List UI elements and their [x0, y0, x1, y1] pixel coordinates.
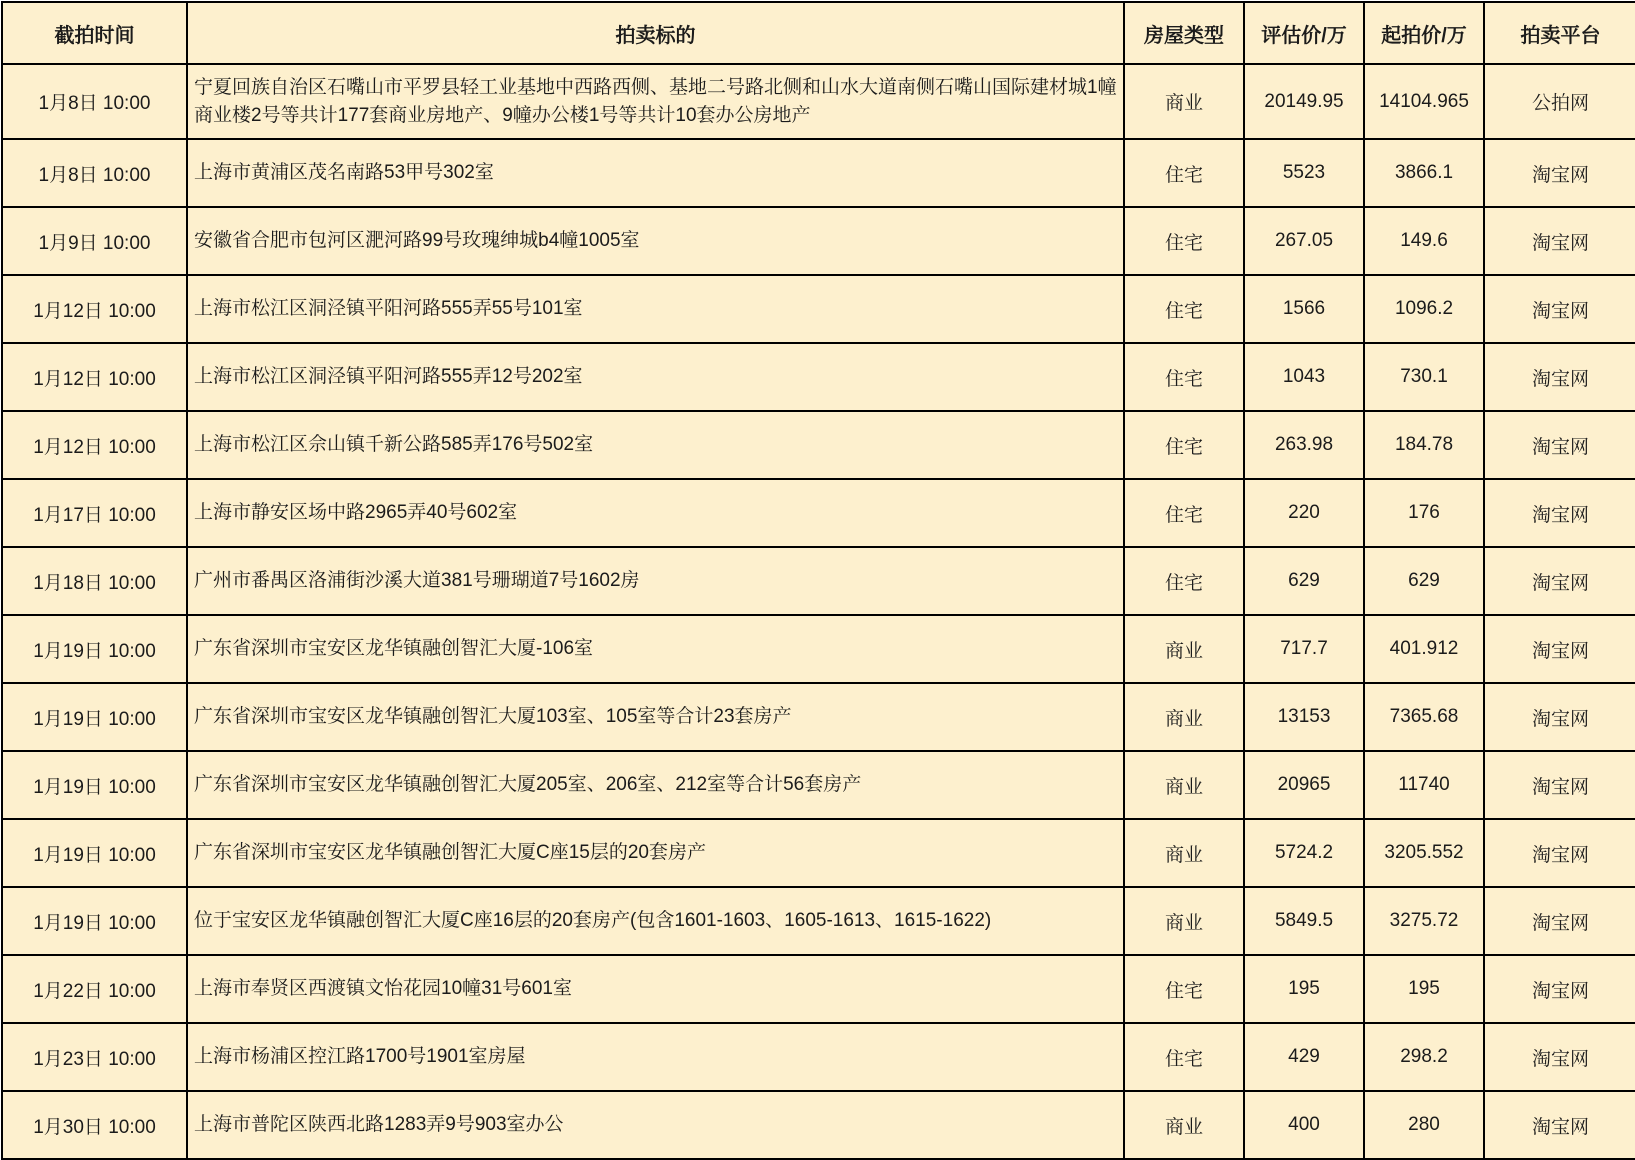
cell-deadline-time: 1月12日 10:00 [2, 411, 187, 479]
cell-starting-price: 629 [1364, 547, 1484, 615]
cell-appraisal-price: 1566 [1244, 275, 1364, 343]
cell-deadline-time: 1月19日 10:00 [2, 683, 187, 751]
cell-starting-price: 298.2 [1364, 1023, 1484, 1091]
table-row [2, 751, 1635, 819]
cell-auction-subject: 广东省深圳市宝安区龙华镇融创智汇大厦C座15层的20套房产 [187, 819, 1124, 887]
column-header-subject: 拍卖标的 [187, 2, 1124, 64]
table-row [2, 955, 1635, 1023]
cell-starting-price: 401.912 [1364, 615, 1484, 683]
cell-auction-subject: 上海市松江区洞泾镇平阳河路555弄12号202室 [187, 343, 1124, 411]
cell-house-type: 住宅 [1124, 955, 1244, 1023]
table-row [2, 275, 1635, 343]
cell-platform: 淘宝网 [1484, 343, 1635, 411]
table-row [2, 887, 1635, 955]
cell-platform: 淘宝网 [1484, 547, 1635, 615]
table-row [2, 411, 1635, 479]
cell-starting-price: 3275.72 [1364, 887, 1484, 955]
cell-deadline-time: 1月19日 10:00 [2, 887, 187, 955]
cell-house-type: 商业 [1124, 683, 1244, 751]
cell-platform: 淘宝网 [1484, 207, 1635, 275]
cell-auction-subject: 上海市松江区洞泾镇平阳河路555弄55号101室 [187, 275, 1124, 343]
cell-house-type: 住宅 [1124, 411, 1244, 479]
cell-deadline-time: 1月9日 10:00 [2, 207, 187, 275]
table-row [2, 343, 1635, 411]
cell-auction-subject: 广东省深圳市宝安区龙华镇融创智汇大厦-106室 [187, 615, 1124, 683]
cell-house-type: 住宅 [1124, 207, 1244, 275]
cell-appraisal-price: 1043 [1244, 343, 1364, 411]
cell-starting-price: 195 [1364, 955, 1484, 1023]
cell-platform: 淘宝网 [1484, 955, 1635, 1023]
cell-platform: 淘宝网 [1484, 479, 1635, 547]
cell-house-type: 商业 [1124, 819, 1244, 887]
column-header-type: 房屋类型 [1124, 2, 1244, 64]
cell-appraisal-price: 5724.2 [1244, 819, 1364, 887]
cell-house-type: 商业 [1124, 615, 1244, 683]
cell-platform: 淘宝网 [1484, 615, 1635, 683]
cell-house-type: 商业 [1124, 887, 1244, 955]
cell-platform: 淘宝网 [1484, 887, 1635, 955]
cell-deadline-time: 1月12日 10:00 [2, 275, 187, 343]
column-header-starting: 起拍价/万 [1364, 2, 1484, 64]
cell-appraisal-price: 20149.95 [1244, 64, 1364, 139]
cell-deadline-time: 1月18日 10:00 [2, 547, 187, 615]
cell-starting-price: 1096.2 [1364, 275, 1484, 343]
cell-appraisal-price: 5849.5 [1244, 887, 1364, 955]
cell-appraisal-price: 220 [1244, 479, 1364, 547]
header-row [2, 2, 1635, 64]
table-row [2, 819, 1635, 887]
cell-starting-price: 7365.68 [1364, 683, 1484, 751]
column-header-platform: 拍卖平台 [1484, 2, 1635, 64]
cell-starting-price: 3866.1 [1364, 139, 1484, 207]
cell-house-type: 商业 [1124, 64, 1244, 139]
cell-deadline-time: 1月19日 10:00 [2, 615, 187, 683]
auction-table [1, 1, 1635, 1160]
cell-deadline-time: 1月23日 10:00 [2, 1023, 187, 1091]
cell-house-type: 住宅 [1124, 547, 1244, 615]
cell-starting-price: 730.1 [1364, 343, 1484, 411]
cell-appraisal-price: 400 [1244, 1091, 1364, 1159]
cell-platform: 淘宝网 [1484, 819, 1635, 887]
cell-appraisal-price: 5523 [1244, 139, 1364, 207]
cell-auction-subject: 安徽省合肥市包河区淝河路99号玫瑰绅城b4幢1005室 [187, 207, 1124, 275]
cell-platform: 淘宝网 [1484, 1091, 1635, 1159]
cell-auction-subject: 上海市静安区场中路2965弄40号602室 [187, 479, 1124, 547]
cell-auction-subject: 上海市奉贤区西渡镇文怡花园10幢31号601室 [187, 955, 1124, 1023]
column-header-appraisal: 评估价/万 [1244, 2, 1364, 64]
cell-house-type: 住宅 [1124, 1023, 1244, 1091]
cell-deadline-time: 1月17日 10:00 [2, 479, 187, 547]
table-row [2, 1023, 1635, 1091]
cell-platform: 淘宝网 [1484, 683, 1635, 751]
cell-auction-subject: 上海市黄浦区茂名南路53甲号302室 [187, 139, 1124, 207]
table-row [2, 683, 1635, 751]
cell-auction-subject: 宁夏回族自治区石嘴山市平罗县轻工业基地中西路西侧、基地二号路北侧和山水大道南侧石嘴山国际建材城1幢商业楼2号等共计177套商业房地产、9幢办公楼1号等共计10套办公房地产 [187, 64, 1124, 139]
cell-auction-subject: 位于宝安区龙华镇融创智汇大厦C座16层的20套房产(包含1601-1603、1605-1613、1615-1622) [187, 887, 1124, 955]
cell-deadline-time: 1月8日 10:00 [2, 64, 187, 139]
cell-appraisal-price: 717.7 [1244, 615, 1364, 683]
cell-auction-subject: 广东省深圳市宝安区龙华镇融创智汇大厦103室、105室等合计23套房产 [187, 683, 1124, 751]
table-row [2, 139, 1635, 207]
cell-platform: 淘宝网 [1484, 411, 1635, 479]
cell-auction-subject: 广州市番禺区洛浦街沙溪大道381号珊瑚道7号1602房 [187, 547, 1124, 615]
cell-appraisal-price: 195 [1244, 955, 1364, 1023]
cell-house-type: 住宅 [1124, 139, 1244, 207]
cell-appraisal-price: 13153 [1244, 683, 1364, 751]
cell-platform: 淘宝网 [1484, 1023, 1635, 1091]
cell-house-type: 住宅 [1124, 479, 1244, 547]
cell-starting-price: 11740 [1364, 751, 1484, 819]
cell-auction-subject: 广东省深圳市宝安区龙华镇融创智汇大厦205室、206室、212室等合计56套房产 [187, 751, 1124, 819]
cell-house-type: 住宅 [1124, 275, 1244, 343]
column-header-deadline: 截拍时间 [2, 2, 187, 64]
cell-deadline-time: 1月30日 10:00 [2, 1091, 187, 1159]
table-row [2, 1091, 1635, 1159]
cell-auction-subject: 上海市普陀区陕西北路1283弄9号903室办公 [187, 1091, 1124, 1159]
cell-deadline-time: 1月19日 10:00 [2, 751, 187, 819]
cell-platform: 公拍网 [1484, 64, 1635, 139]
cell-starting-price: 184.78 [1364, 411, 1484, 479]
cell-deadline-time: 1月12日 10:00 [2, 343, 187, 411]
table-row [2, 479, 1635, 547]
cell-appraisal-price: 263.98 [1244, 411, 1364, 479]
cell-platform: 淘宝网 [1484, 139, 1635, 207]
cell-appraisal-price: 20965 [1244, 751, 1364, 819]
table-row [2, 64, 1635, 139]
cell-starting-price: 280 [1364, 1091, 1484, 1159]
cell-house-type: 住宅 [1124, 343, 1244, 411]
cell-appraisal-price: 267.05 [1244, 207, 1364, 275]
cell-platform: 淘宝网 [1484, 751, 1635, 819]
cell-auction-subject: 上海市松江区佘山镇千新公路585弄176号502室 [187, 411, 1124, 479]
cell-platform: 淘宝网 [1484, 275, 1635, 343]
cell-appraisal-price: 629 [1244, 547, 1364, 615]
cell-deadline-time: 1月22日 10:00 [2, 955, 187, 1023]
cell-deadline-time: 1月19日 10:00 [2, 819, 187, 887]
cell-house-type: 商业 [1124, 751, 1244, 819]
cell-house-type: 商业 [1124, 1091, 1244, 1159]
table-row [2, 207, 1635, 275]
cell-auction-subject: 上海市杨浦区控江路1700号1901室房屋 [187, 1023, 1124, 1091]
cell-starting-price: 176 [1364, 479, 1484, 547]
table-row [2, 615, 1635, 683]
cell-starting-price: 3205.552 [1364, 819, 1484, 887]
cell-deadline-time: 1月8日 10:00 [2, 139, 187, 207]
cell-appraisal-price: 429 [1244, 1023, 1364, 1091]
cell-starting-price: 149.6 [1364, 207, 1484, 275]
cell-starting-price: 14104.965 [1364, 64, 1484, 139]
table-row [2, 547, 1635, 615]
